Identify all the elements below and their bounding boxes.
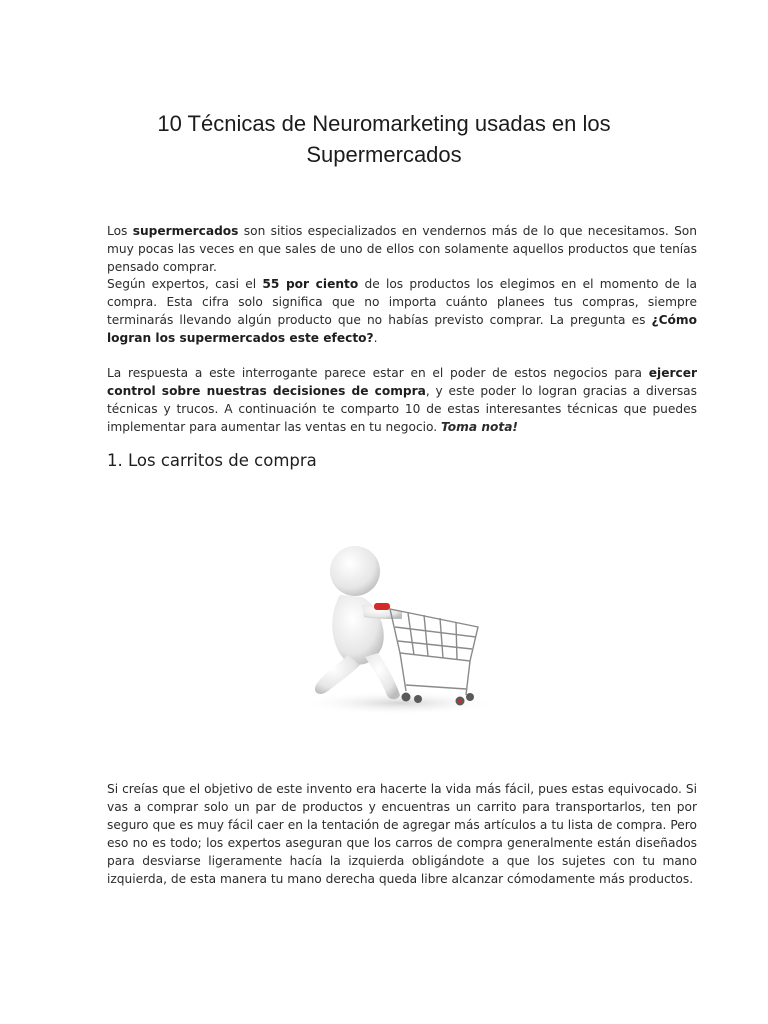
paragraph-carts: Si creías que el objetivo de este invento era hacerte la vida más fácil, pues estas equivocado. Si vas a comprar solo un par de productos y encuentras un carrito para transportarlos, ten por seguro que es muy fácil caer en la tentación de agregar más artículos a tu lista de compra. Pero eso no es todo; los expertos aseguran que los carros de compra generalmente están diseñados para desviarse ligeramente hacía la izquierda obligándote a que los sujetes con tu mano izquierda, de esta manera tu mano derecha queda libre alcanzar cómodamente más productos. — [107, 782, 697, 886]
bold-text: ¿Cómo logran los supermercados este efecto? — [107, 313, 697, 345]
section-heading: 1. Los carritos de compra — [107, 451, 317, 470]
paragraph-answer — [107, 364, 697, 436]
text-run: La respuesta a este interrogante parece estar en el poder de estos negocios para — [107, 366, 649, 380]
italic-bold-text: Toma nota! — [441, 420, 518, 434]
paragraph-intro — [107, 222, 697, 276]
text-run: de los productos los elegimos en el momento de la compra. Esta cifra solo significa que no importa cuánto planees tus compras, siempre terminarás llevando algún producto que no habías previsto comprar. La pregunta es — [107, 277, 698, 327]
text-run: . — [373, 331, 378, 345]
bold-text: ejercer control sobre nuestras decisiones de compra — [107, 366, 697, 398]
text-run: , y este poder lo logran gracias a diversas técnicas y trucos. A continuación te comparto 10 de estas interesantes técnicas que puedes implementar para aumentar las ventas en tu negocio. — [107, 384, 697, 434]
text-run: son sitios especializados en vendernos más de lo que necesitamos. Son muy pocas las veces en que sales de uno de ellos con solamente aquellos productos que tenías pensado comprar. — [107, 224, 697, 274]
paragraph-experts — [107, 275, 697, 347]
text-run: Los — [107, 224, 133, 238]
document-title: 10 Técnicas de Neuromarketing usadas en los Supermercados — [157, 111, 611, 167]
bold-text: 55 por ciento — [262, 277, 359, 291]
cart-person-image — [290, 535, 505, 725]
shopping-cart-illustration — [290, 535, 505, 725]
text-run: Según expertos, casi el — [107, 277, 263, 291]
bold-text: supermercados — [132, 224, 239, 238]
